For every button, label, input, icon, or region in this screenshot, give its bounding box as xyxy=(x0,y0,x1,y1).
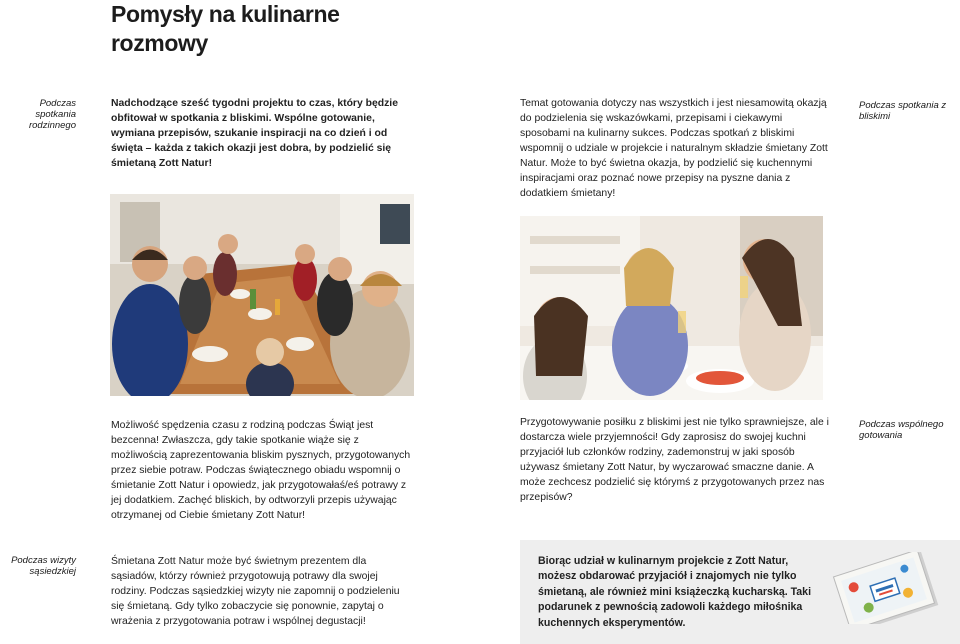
women-toasting-photo xyxy=(520,216,823,400)
page-title: Pomysły na kulinarne rozmowy xyxy=(111,1,340,56)
intro-paragraph: Nadchodzące sześć tygodni projektu to czas, który będzie obfitował w spotkania z bliskimi. Wspólne gotowanie, wymiana przepisów, szukanie inspiracji na co dzień i od święta – każda z takich okazji jest dobra, by podzielić się śmietaną Zott Natur! xyxy=(111,98,398,169)
promo-paragraph: Biorąc udział w kulinarnym projekcie z Zott Natur, możesz obdarować przyjaciół i znajomych nie tylko śmietaną, ale również mini książeczką kucharską. Taki podarunek z pewnością zadowoli każdego miłośnika kuchennych eksperymentów. xyxy=(538,555,812,629)
cooking-topic-paragraph: Temat gotowania dotyczy nas wszystkich i jest niesamowitą okazją do podzielenia się wskazówkami, przepisami i ciekawymi sposobami na kulinarny sukces. Podczas spotkań z bliskimi wspomnij o udziale w projekcie i naturalnym składzie śmietany Zott Natur. Może to być świetna okazja, by podzielić się kuchennymi inspiracjami oraz poznać nowe przepisy na pyszne dania z dodatkiem śmietany! xyxy=(520,98,828,199)
caption-neighbor-visit: Podczas wizyty sąsiedzkiej xyxy=(11,555,76,577)
mini-cookbook-image xyxy=(828,552,940,624)
caption-family-meetings: Podczas spotkania rodzinnego xyxy=(28,98,76,131)
caption-joint-cooking: Podczas wspólnego gotowania xyxy=(859,419,944,441)
neighbors-paragraph: Śmietana Zott Natur może być świetnym prezentem dla sąsiadów, którzy również przygotowują potrawy dla swojej rodziny. Podczas sąsiedzkiej wizyty nie zapomnij o podzieleniu się śmietaną. Gdy tylko zobaczycie się ponownie, zapytaj o wrażenia z przygotowania potraw i wspólnej degustacji! xyxy=(111,556,400,627)
cooking-together-paragraph: Przygotowywanie posiłku z bliskimi jest nie tylko sprawniejsze, ale i dostarcza wiele przyjemności! Gdy zaprosisz do swojej kuchni przyjaciół lub członków rodziny, zademonstruj w jaki sposób używasz śmietany Zott Natur, by wyczarować smaczne danie. A może zechcesz podzielić się którymś z przygotowanych przez nas przepisów? xyxy=(520,417,829,503)
family-dinner-photo xyxy=(110,194,414,396)
family-time-paragraph: Możliwość spędzenia czasu z rodziną podczas Świąt jest bezcenna! Zwłaszcza, gdy takie spotkanie wiąże się z możliwością zaprezentowania bliskim pysznych, przygotowanych przez siebie potraw. Podczas świątecznego obiadu wspomnij o śmietanie Zott Natur i opowiedz, jak przygotowałaś/eś potrawy z jej dodatkiem. Zachęć bliskich, by odtworzyli przepis używając otrzymanej od Ciebie śmietany Zott Natur! xyxy=(111,420,411,521)
caption-meetings-loved-ones: Podczas spotkania z bliskimi xyxy=(859,100,947,122)
